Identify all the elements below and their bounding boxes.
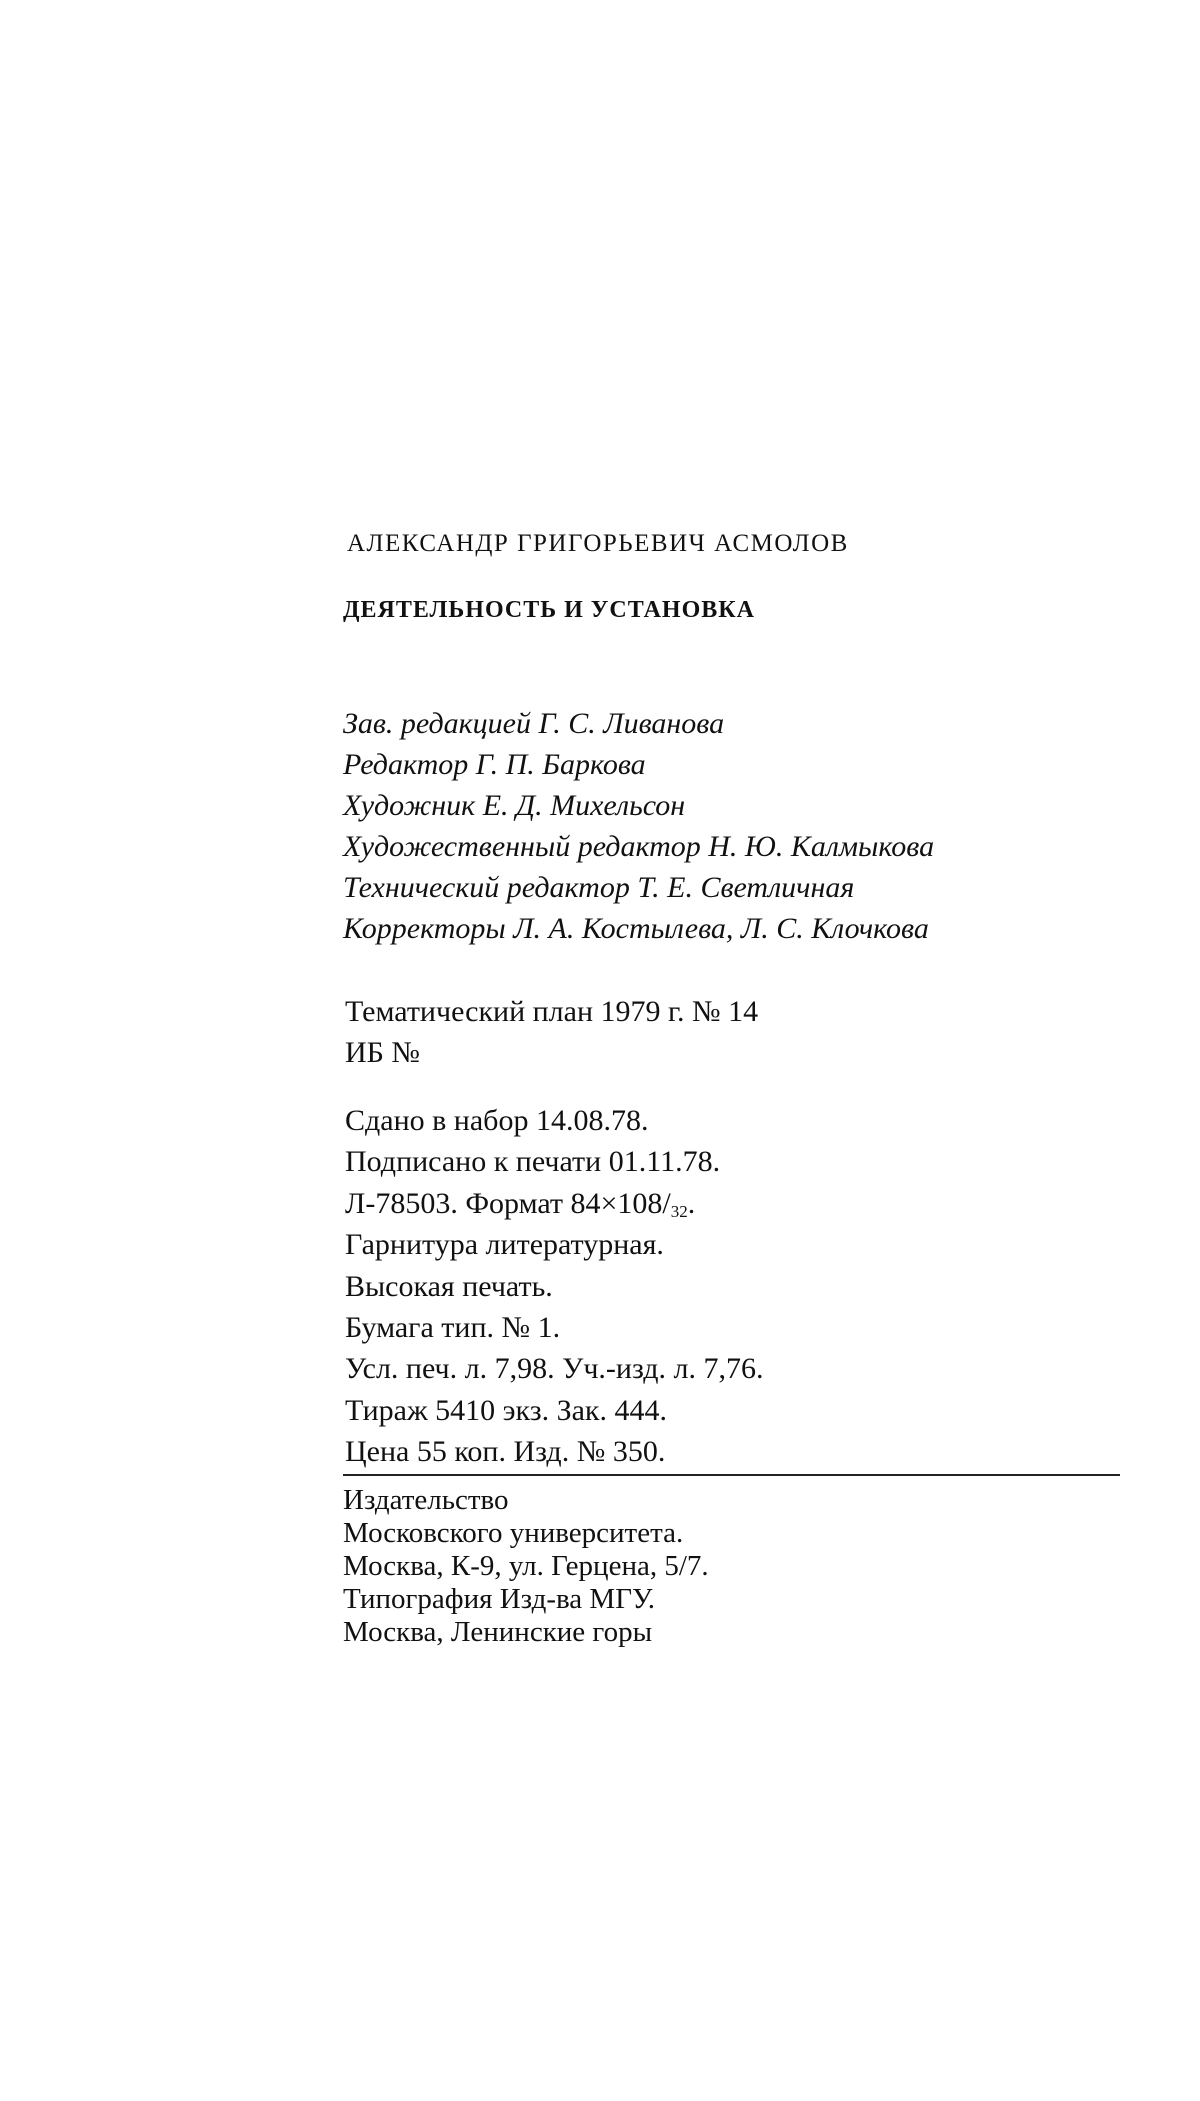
author-name: АЛЕКСАНДР ГРИГОРЬЕВИЧ АСМОЛОВ — [347, 530, 849, 557]
spec-typeface: Гарнитура литературная. — [345, 1228, 664, 1262]
publication-plan — [345, 991, 758, 1073]
publisher-line: Московского университета. — [343, 1517, 684, 1549]
staff-line-editor: Редактор Г. П. Баркова — [343, 748, 646, 781]
spec-printing: Высокая печать. — [345, 1269, 553, 1303]
print-specifications — [345, 1100, 764, 1473]
publisher-line: Москва, Ленинские горы — [343, 1616, 653, 1648]
publisher-line: Москва, К-9, ул. Герцена, 5/7. — [343, 1550, 709, 1582]
thematic-plan-line: Тематический план 1979 г. № 14 — [345, 995, 759, 1028]
staff-line-art-editor: Художественный редактор Н. Ю. Калмыкова — [343, 830, 935, 863]
staff-line-technical-editor: Технический редактор Т. Е. Светличная — [343, 871, 855, 904]
spec-format-main: Л-78503. Формат 84×108/ — [345, 1186, 671, 1220]
staff-line-artist: Художник Е. Д. Михельсон — [343, 789, 686, 822]
publisher-line: Издательство — [343, 1484, 509, 1516]
spec-format — [345, 1183, 764, 1224]
spec-signed: Подписано к печати 01.11.78. — [345, 1145, 721, 1179]
staff-line-managing-editor: Зав. редакцией Г. С. Ливанова — [343, 707, 725, 740]
spec-paper: Бумага тип. № 1. — [345, 1310, 561, 1344]
spec-print-run: Тираж 5410 экз. Зак. 444. — [345, 1393, 668, 1427]
publisher-block — [343, 1484, 709, 1649]
spec-format-fraction: 32 — [670, 1201, 688, 1221]
editorial-staff-list — [343, 703, 934, 949]
ib-number-line: ИБ № — [345, 1036, 421, 1069]
spec-format-period: . — [687, 1186, 696, 1220]
book-title: ДЕЯТЕЛЬНОСТЬ И УСТАНОВКА — [343, 597, 755, 623]
colophon-page — [343, 0, 1143, 2101]
publisher-line: Типография Изд-ва МГУ. — [343, 1583, 656, 1615]
staff-line-proofreaders: Корректоры Л. А. Костылева, Л. С. Клочкова — [343, 912, 929, 945]
divider-rule — [343, 1474, 1120, 1476]
spec-sheets: Усл. печ. л. 7,98. Уч.-изд. л. 7,76. — [345, 1352, 764, 1386]
spec-price: Цена 55 коп. Изд. № 350. — [345, 1435, 666, 1469]
spec-submitted: Сдано в набор 14.08.78. — [345, 1104, 649, 1137]
